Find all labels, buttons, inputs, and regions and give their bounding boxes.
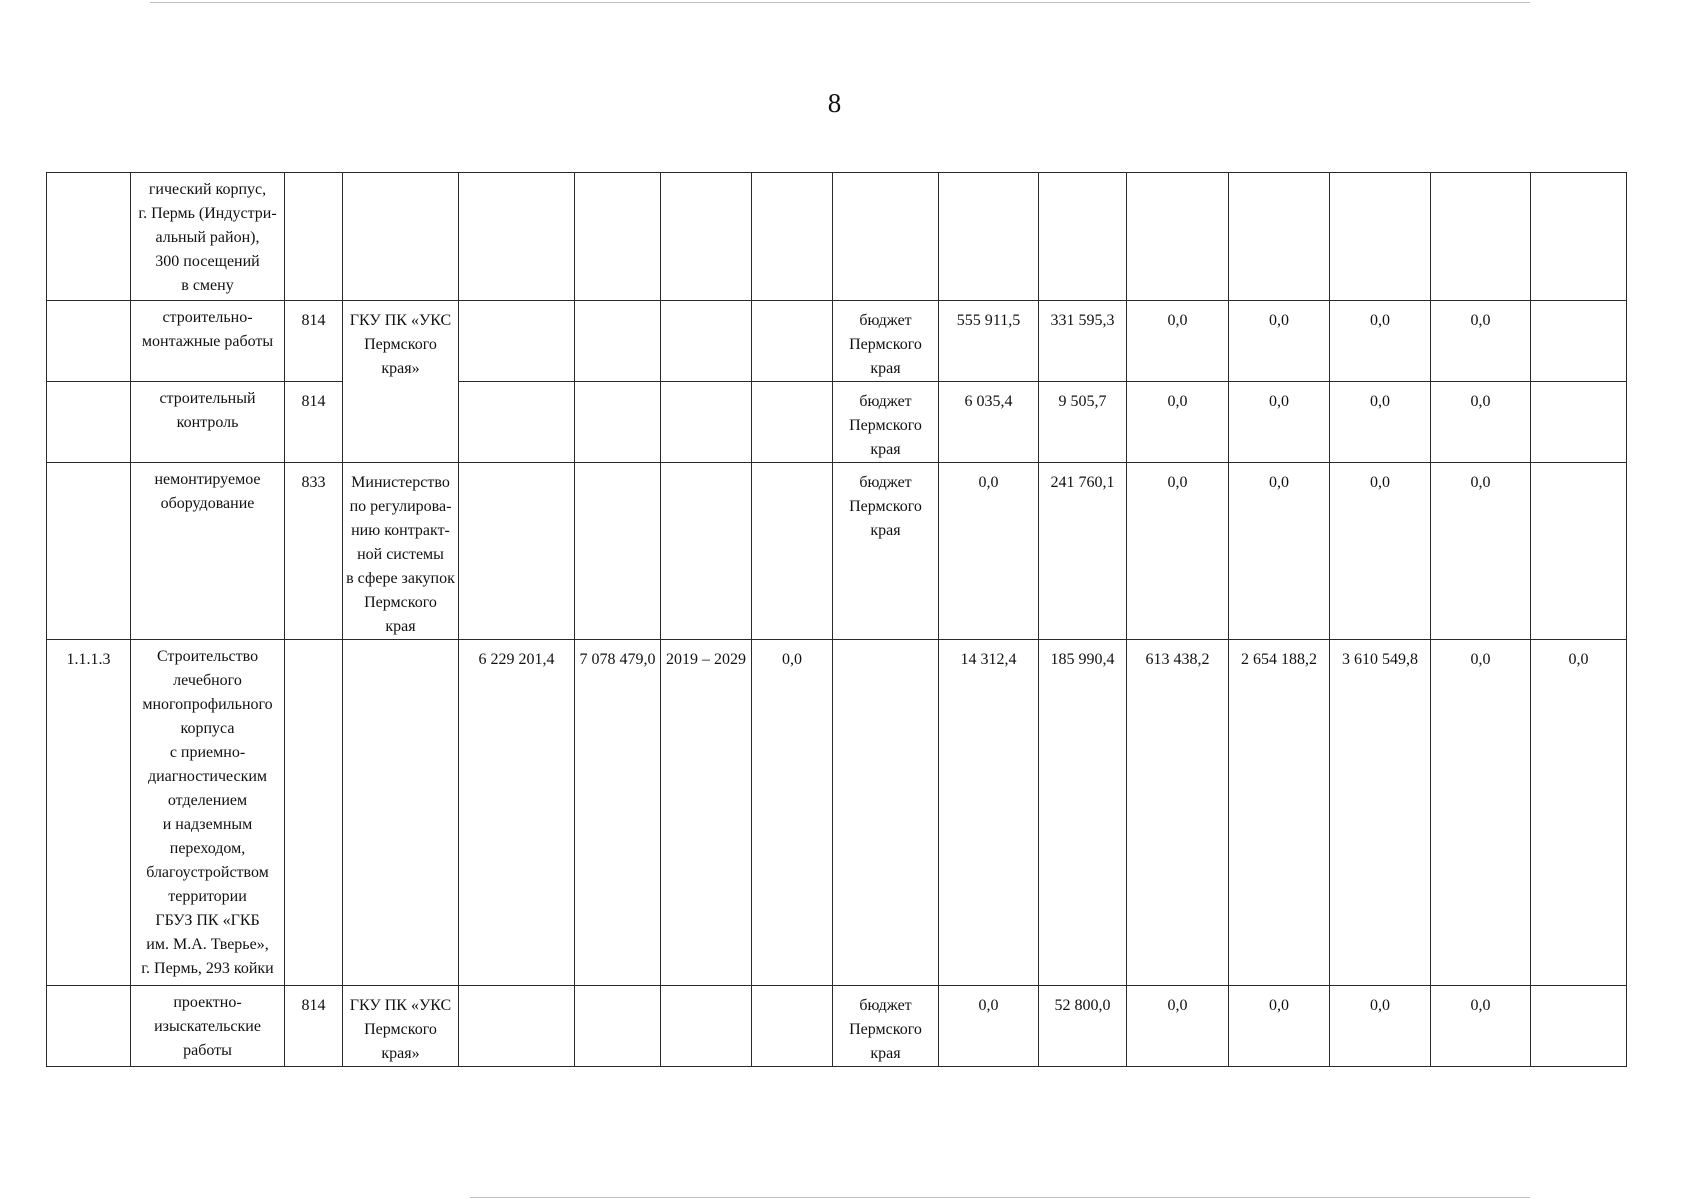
period-cell [661, 986, 752, 1067]
amount-cell: 3 610 549,8 [1330, 640, 1431, 986]
amount-cell: 0,0 [1531, 640, 1627, 986]
scan-artifact-top [150, 2, 1530, 3]
object-name-cell: Строительство лечебного многопрофильного корпуса с приемно- диагностическим отделением и надземным переходом, благоустройством территории ГБУЗ ПК «ГКБ им. М.А. Тверье», г. Пермь, 293 койки [131, 640, 285, 986]
grbs-cell: 833 [285, 463, 343, 640]
amount-cell: 0,0 [1330, 382, 1431, 463]
amount-cell: 0,0 [1330, 986, 1431, 1067]
period-cell [661, 382, 752, 463]
executor-cell [343, 640, 459, 986]
code-cell: 1.1.1.3 [47, 640, 131, 986]
amount-cell: 0,0 [1330, 301, 1431, 382]
cost-estimate-cell [459, 301, 575, 382]
amount-cell [1531, 301, 1627, 382]
amount-cell [1127, 173, 1229, 301]
funding-source-cell [833, 640, 939, 986]
amount-cell: 0,0 [1229, 986, 1330, 1067]
amount-cell [1330, 173, 1431, 301]
table-row [47, 173, 1627, 301]
table-row [47, 301, 1627, 382]
period-cell [661, 463, 752, 640]
period-cell [661, 301, 752, 382]
cost-current-cell: 7 078 479,0 [575, 640, 661, 986]
executor-cell: ГКУ ПК «УКС Пермского края» [343, 986, 459, 1067]
executor-cell [343, 173, 459, 301]
amount-cell: 613 438,2 [1127, 640, 1229, 986]
grbs-cell [285, 640, 343, 986]
amount-cell: 0,0 [1229, 463, 1330, 640]
amount-cell: 52 800,0 [1039, 986, 1127, 1067]
scan-artifact-bottom [470, 1197, 1530, 1198]
cost-estimate-cell [459, 986, 575, 1067]
code-cell [47, 173, 131, 301]
grbs-cell: 814 [285, 301, 343, 382]
table-row [47, 382, 1627, 463]
code-cell [47, 301, 131, 382]
executor-cell: Министерство по регулирова- нию контракт- ной системы в сфере закупок Пермского края [343, 463, 459, 640]
object-name-cell: немонтируемое оборудование [131, 463, 285, 640]
period-cell [661, 173, 752, 301]
budget-table [46, 172, 1627, 1067]
amount-cell: 0,0 [1431, 382, 1531, 463]
amount-cell: 6 035,4 [939, 382, 1039, 463]
amount-cell: 0,0 [1431, 640, 1531, 986]
amount-cell: 0,0 [1229, 382, 1330, 463]
funding-source-cell: бюджет Пермского края [833, 986, 939, 1067]
table-row [47, 640, 1627, 986]
code-cell [47, 463, 131, 640]
amount-cell [1431, 173, 1531, 301]
amount-cell: 555 911,5 [939, 301, 1039, 382]
object-name-cell: проектно- изыскательские работы [131, 986, 285, 1067]
funding-source-cell: бюджет Пермского края [833, 463, 939, 640]
cost-current-cell [575, 173, 661, 301]
amount-cell: 14 312,4 [939, 640, 1039, 986]
grbs-cell: 814 [285, 382, 343, 463]
amount-cell: 2 654 188,2 [1229, 640, 1330, 986]
amount-cell: 241 760,1 [1039, 463, 1127, 640]
cost-current-cell [575, 382, 661, 463]
amount-cell [1531, 173, 1627, 301]
grbs-cell: 814 [285, 986, 343, 1067]
cost-estimate-cell [459, 463, 575, 640]
amount-cell: 0,0 [939, 986, 1039, 1067]
amount-cell [1039, 173, 1127, 301]
cost-estimate-cell [459, 173, 575, 301]
amount-cell: 0,0 [1127, 382, 1229, 463]
amount-cell: 0,0 [1431, 463, 1531, 640]
amount-cell: 0,0 [1127, 301, 1229, 382]
amount-cell [1531, 986, 1627, 1067]
cost-current-cell [575, 301, 661, 382]
executor-cell: ГКУ ПК «УКС Пермского края» [343, 301, 459, 463]
cost-current-cell [575, 463, 661, 640]
prior-funding-cell [752, 986, 833, 1067]
code-cell [47, 382, 131, 463]
funding-source-cell [833, 173, 939, 301]
amount-cell: 9 505,7 [1039, 382, 1127, 463]
prior-funding-cell [752, 173, 833, 301]
table-row [47, 463, 1627, 640]
funding-source-cell: бюджет Пермского края [833, 382, 939, 463]
amount-cell: 0,0 [939, 463, 1039, 640]
funding-source-cell: бюджет Пермского края [833, 301, 939, 382]
amount-cell: 331 595,3 [1039, 301, 1127, 382]
object-name-cell: строительно- монтажные работы [131, 301, 285, 382]
amount-cell: 0,0 [1330, 463, 1431, 640]
amount-cell [1229, 173, 1330, 301]
amount-cell [1531, 382, 1627, 463]
amount-cell [939, 173, 1039, 301]
amount-cell: 0,0 [1127, 463, 1229, 640]
amount-cell: 0,0 [1229, 301, 1330, 382]
amount-cell: 185 990,4 [1039, 640, 1127, 986]
object-name-cell: строительный контроль [131, 382, 285, 463]
cost-estimate-cell [459, 382, 575, 463]
amount-cell: 0,0 [1127, 986, 1229, 1067]
grbs-cell [285, 173, 343, 301]
code-cell [47, 986, 131, 1067]
amount-cell: 0,0 [1431, 301, 1531, 382]
cost-current-cell [575, 986, 661, 1067]
table-row [47, 986, 1627, 1067]
period-cell: 2019 – 2029 [661, 640, 752, 986]
amount-cell [1531, 463, 1627, 640]
prior-funding-cell [752, 382, 833, 463]
amount-cell: 0,0 [1431, 986, 1531, 1067]
cost-estimate-cell: 6 229 201,4 [459, 640, 575, 986]
prior-funding-cell [752, 301, 833, 382]
object-name-cell: гический корпус, г. Пермь (Индустри- альный район), 300 посещений в смену [131, 173, 285, 301]
page-number: 8 [827, 88, 842, 118]
prior-funding-cell [752, 463, 833, 640]
prior-funding-cell: 0,0 [752, 640, 833, 986]
